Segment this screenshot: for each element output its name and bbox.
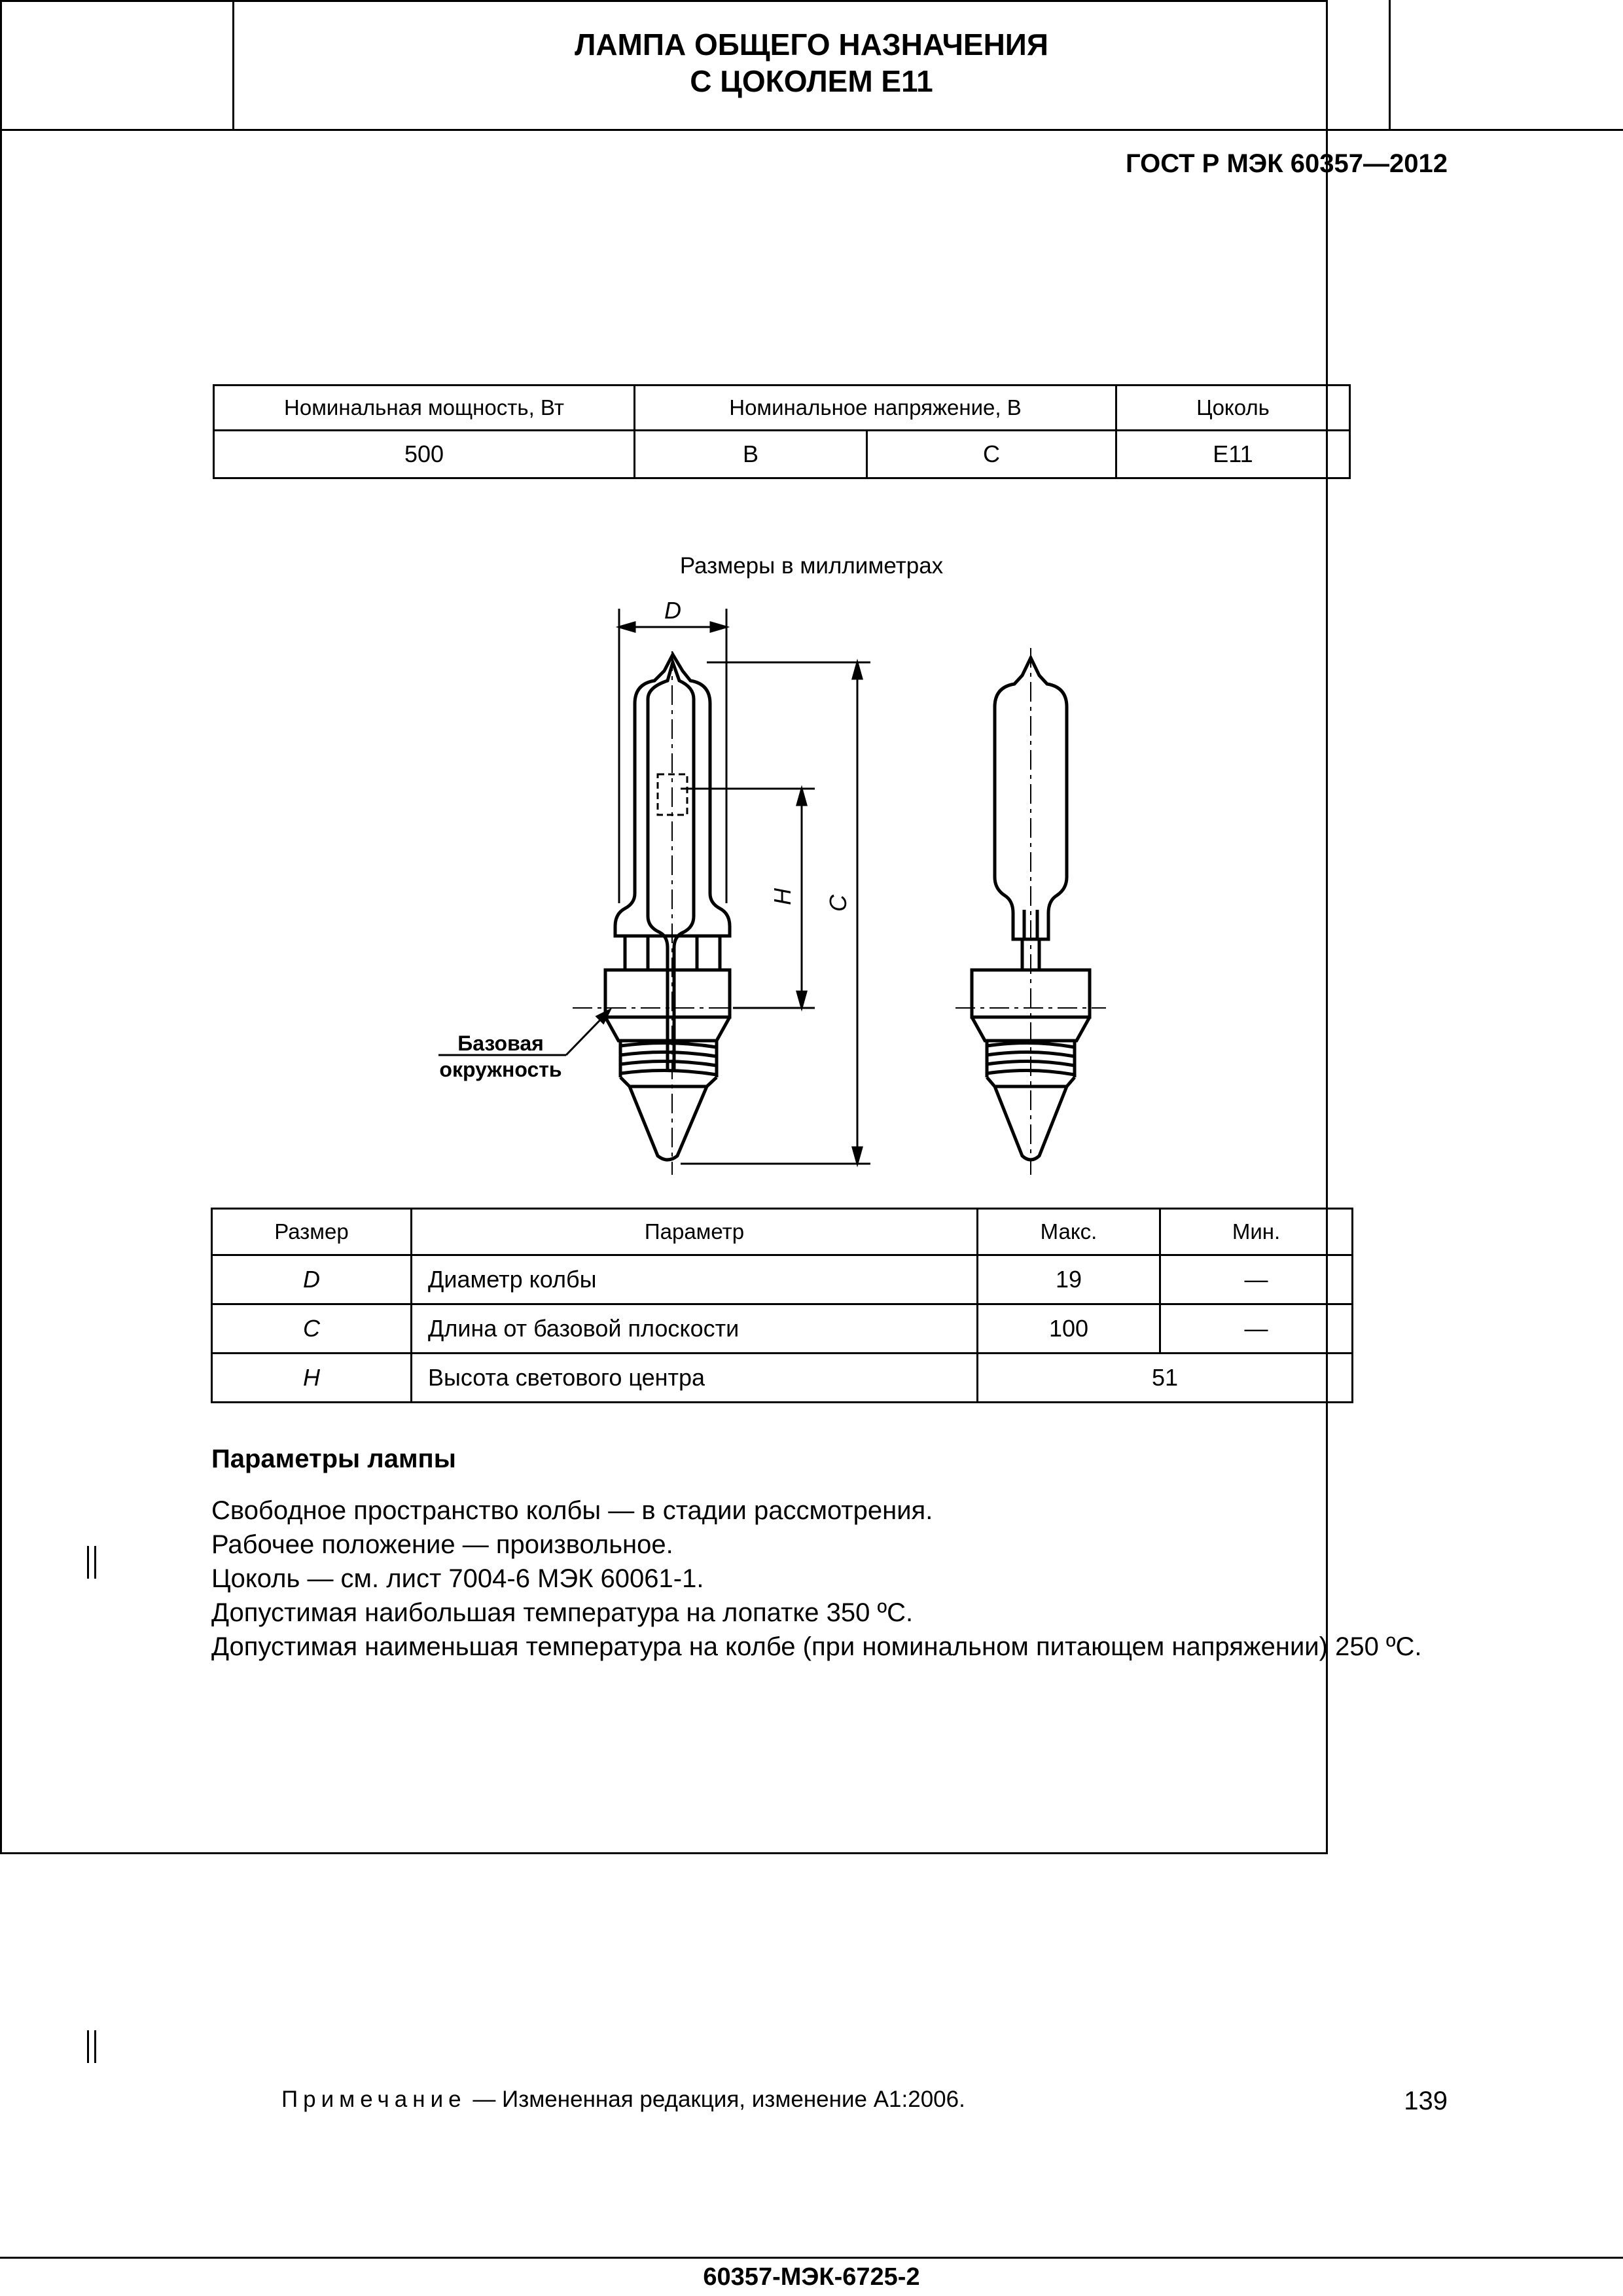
d-arrow-right xyxy=(711,622,726,632)
dimensions-caption: Размеры в миллиметрах xyxy=(679,553,944,579)
title-row xyxy=(0,0,1623,131)
h-label: H xyxy=(769,888,796,905)
title-line-1: ЛАМПА ОБЩЕГО НАЗНАЧЕНИЯ xyxy=(575,27,1048,62)
base-circle-label-line-2: окружность xyxy=(439,1058,562,1081)
dims-header-row xyxy=(212,1209,1353,1255)
table-row xyxy=(212,1304,1353,1354)
dims-value: 51 xyxy=(978,1354,1353,1403)
footnote xyxy=(281,2087,965,2113)
revision-bar-icon xyxy=(87,1546,96,1579)
dims-symbol: H xyxy=(212,1354,412,1403)
dims-header-max: Макс. xyxy=(978,1209,1160,1255)
sheet-code: 60357-МЭК-6725-2 xyxy=(0,2257,1623,2296)
dims-max: 19 xyxy=(978,1255,1160,1304)
c-arrow-bottom xyxy=(853,1147,862,1164)
dims-header-min: Мин. xyxy=(1160,1209,1353,1255)
dims-header-parameter: Параметр xyxy=(412,1209,978,1255)
lamp-drawing xyxy=(327,589,1178,1178)
rating-cap-value: Е11 xyxy=(1116,431,1350,478)
list-item: Допустимая наименьшая температура на колбе (при номинальном питающем напряжении) 250 ºС. xyxy=(211,1632,1422,1661)
rating-voltage-c: С xyxy=(866,431,1116,478)
rating-header-voltage: Номинальное напряжение, В xyxy=(635,386,1116,431)
lamp-parameters-heading: Параметры лампы xyxy=(211,1444,456,1473)
dims-symbol: C xyxy=(212,1304,412,1354)
rating-header-power: Номинальная мощность, Вт xyxy=(214,386,635,431)
lamp-left-outline xyxy=(605,655,730,1160)
sheet-title xyxy=(234,26,1389,99)
rating-header-row xyxy=(214,386,1350,431)
dims-symbol: D xyxy=(212,1255,412,1304)
dims-min: — xyxy=(1160,1304,1353,1354)
dims-parameter: Диаметр колбы xyxy=(412,1255,978,1304)
revision-bar-icon xyxy=(87,2030,96,2063)
base-circle-label-line-1: Базовая xyxy=(457,1031,544,1055)
rating-power-value: 500 xyxy=(214,431,635,478)
d-arrow-left xyxy=(619,622,635,632)
title-line-2: С ЦОКОЛЕМ Е11 xyxy=(690,64,933,98)
dims-parameter: Длина от базовой плоскости xyxy=(412,1304,978,1354)
d-label: D xyxy=(664,597,681,624)
dimensions-table xyxy=(211,1208,1353,1403)
list-item: Цоколь — см. лист 7004-6 МЭК 60061-1. xyxy=(211,1564,704,1593)
title-left-cell xyxy=(0,0,234,129)
list-item: Допустимая наибольшая температура на лопатке 350 ºС. xyxy=(211,1598,914,1627)
dims-parameter: Высота светового центра xyxy=(412,1354,978,1403)
table-row xyxy=(212,1354,1353,1403)
table-row xyxy=(212,1255,1353,1304)
rating-voltage-b: В xyxy=(635,431,867,478)
h-arrow-bottom xyxy=(797,992,806,1008)
lamp-left-contact xyxy=(620,1077,717,1160)
rating-table xyxy=(213,384,1351,479)
list-item: Свободное пространство колбы — в стадии рассмотрения. xyxy=(211,1496,933,1525)
rating-header-cap: Цоколь xyxy=(1116,386,1350,431)
title-right-cell xyxy=(1389,0,1623,129)
dims-max: 100 xyxy=(978,1304,1160,1354)
dims-min: — xyxy=(1160,1255,1353,1304)
list-item: Рабочее положение — произвольное. xyxy=(211,1530,673,1559)
document-code: ГОСТ Р МЭК 60357—2012 xyxy=(1125,149,1448,178)
c-label: C xyxy=(825,895,851,912)
page-number: 139 xyxy=(1404,2087,1448,2115)
note-label: Примечание xyxy=(281,2087,467,2112)
c-arrow-top xyxy=(853,662,862,679)
lamp-parameters-list xyxy=(211,1494,1422,1664)
rating-value-row xyxy=(214,431,1350,478)
note-text: — Измененная редакция, изменение А1:2006. xyxy=(466,2087,965,2112)
dims-header-size: Размер xyxy=(212,1209,412,1255)
lamp-left-bulb xyxy=(648,662,694,1072)
h-arrow-top xyxy=(797,789,806,805)
